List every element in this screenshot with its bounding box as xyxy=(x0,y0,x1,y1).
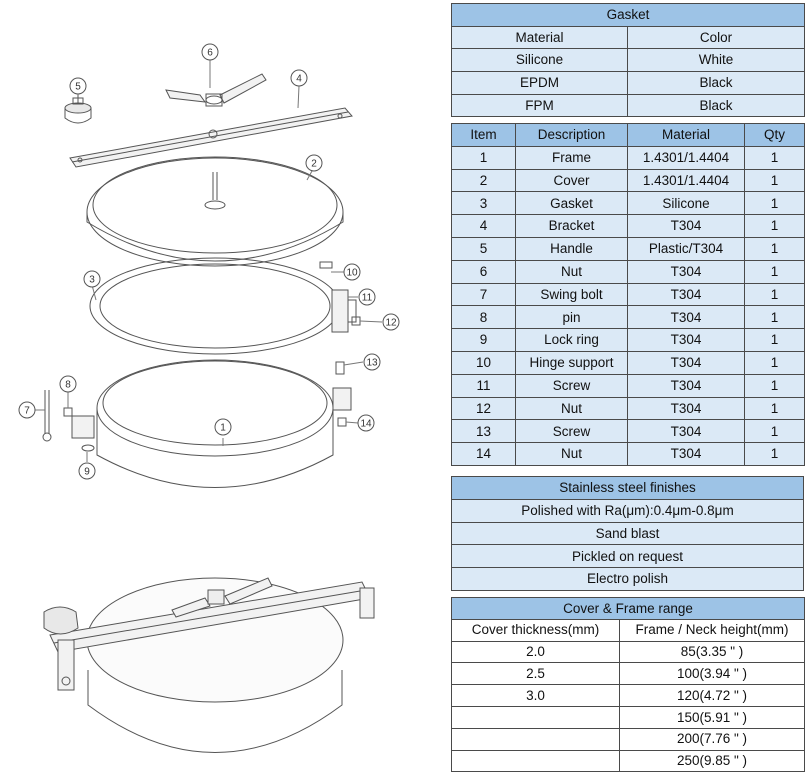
item-no-cell: 1 xyxy=(452,146,516,169)
table-row xyxy=(452,94,805,117)
description-cell: Handle xyxy=(516,237,628,260)
cover-thickness-cell: 2.0 xyxy=(452,641,620,663)
finish-cell: Pickled on request xyxy=(452,545,804,568)
table-row xyxy=(452,283,805,306)
range-table-title: Cover & Frame range xyxy=(452,598,805,620)
table-row xyxy=(452,545,804,568)
item-no-cell: 7 xyxy=(452,283,516,306)
callout-4 xyxy=(291,70,307,86)
callout-label: 12 xyxy=(385,317,397,329)
pin-part xyxy=(64,408,72,416)
material-cell: T304 xyxy=(628,443,745,466)
table-row xyxy=(452,663,805,685)
table-row xyxy=(452,237,805,260)
callout-label: 3 xyxy=(89,274,95,286)
nut-14-part xyxy=(338,418,346,426)
material-cell: 1.4301/1.4404 xyxy=(628,169,745,192)
cover-thickness-cell: 2.5 xyxy=(452,663,620,685)
description-cell: Cover xyxy=(516,169,628,192)
frame-height-cell: 120(4.72 " ) xyxy=(620,685,805,707)
callout-label: 8 xyxy=(65,379,71,391)
description-cell: Screw xyxy=(516,420,628,443)
table-row xyxy=(452,499,804,522)
description-cell: Swing bolt xyxy=(516,283,628,306)
table-row xyxy=(452,351,805,374)
frame-height-cell: 200(7.76 " ) xyxy=(620,728,805,750)
finishes-table-title: Stainless steel finishes xyxy=(452,477,804,500)
callout-6 xyxy=(202,44,218,60)
callout-label: 9 xyxy=(84,466,90,478)
gasket-material-cell: Silicone xyxy=(452,49,628,72)
screw-11-part xyxy=(320,262,332,268)
gasket-table-title: Gasket xyxy=(452,4,805,27)
table-row xyxy=(452,260,805,283)
wing-nut-part xyxy=(166,74,266,106)
cover-thickness-cell xyxy=(452,728,620,750)
item-no-cell: 13 xyxy=(452,420,516,443)
description-cell: Bracket xyxy=(516,215,628,238)
table-row xyxy=(452,374,805,397)
table-row xyxy=(452,522,804,545)
description-cell: Nut xyxy=(516,443,628,466)
material-cell: T304 xyxy=(628,397,745,420)
qty-cell: 1 xyxy=(745,397,805,420)
table-row xyxy=(452,420,805,443)
qty-cell: 1 xyxy=(745,260,805,283)
item-no-cell: 12 xyxy=(452,397,516,420)
lock-ring-part xyxy=(82,445,94,451)
gasket-color-cell: Black xyxy=(628,94,805,117)
qty-cell: 1 xyxy=(745,146,805,169)
parts-table-header xyxy=(452,124,805,147)
screw-13-part xyxy=(336,362,344,374)
material-cell: T304 xyxy=(628,260,745,283)
qty-cell: 1 xyxy=(745,374,805,397)
material-cell: T304 xyxy=(628,215,745,238)
description-cell: Hinge support xyxy=(516,351,628,374)
table-row xyxy=(452,750,805,772)
callout-13 xyxy=(364,354,380,370)
material-cell: T304 xyxy=(628,306,745,329)
qty-cell: 1 xyxy=(745,215,805,238)
gasket-material-cell: FPM xyxy=(452,94,628,117)
cover-thickness-cell xyxy=(452,706,620,728)
callout-5 xyxy=(70,78,86,94)
parts-table xyxy=(451,123,805,466)
col-frame-height: Frame / Neck height(mm) xyxy=(620,619,805,641)
description-cell: Gasket xyxy=(516,192,628,215)
qty-cell: 1 xyxy=(745,283,805,306)
frame-part xyxy=(72,360,351,488)
material-cell: Silicone xyxy=(628,192,745,215)
material-cell: T304 xyxy=(628,420,745,443)
frame-height-cell: 150(5.91 " ) xyxy=(620,706,805,728)
table-row xyxy=(452,49,805,72)
gasket-col-color: Color xyxy=(628,26,805,49)
table-row xyxy=(452,306,805,329)
table-row xyxy=(452,728,805,750)
table-row xyxy=(452,192,805,215)
callout-8 xyxy=(60,376,76,392)
table-row xyxy=(452,685,805,707)
table-row xyxy=(452,169,805,192)
qty-cell: 1 xyxy=(745,237,805,260)
table-row xyxy=(452,641,805,663)
item-no-cell: 6 xyxy=(452,260,516,283)
table-row xyxy=(452,706,805,728)
frame-height-cell: 85(3.35 " ) xyxy=(620,641,805,663)
callout-label: 11 xyxy=(361,292,373,304)
cover-frame-range-table xyxy=(451,597,805,772)
finish-cell: Polished with Ra(μm):0.4μm-0.8μm xyxy=(452,499,804,522)
qty-cell: 1 xyxy=(745,329,805,352)
item-no-cell: 8 xyxy=(452,306,516,329)
col-qty: Qty xyxy=(745,124,805,147)
cover-part xyxy=(87,157,343,266)
material-cell: T304 xyxy=(628,329,745,352)
gasket-material-cell: EPDM xyxy=(452,72,628,95)
callout-2 xyxy=(306,155,322,171)
description-cell: Nut xyxy=(516,397,628,420)
item-no-cell: 10 xyxy=(452,351,516,374)
qty-cell: 1 xyxy=(745,420,805,443)
qty-cell: 1 xyxy=(745,351,805,374)
gasket-table xyxy=(451,3,805,117)
gasket-col-material: Material xyxy=(452,26,628,49)
finish-cell: Electro polish xyxy=(452,568,804,591)
callout-label: 13 xyxy=(366,357,378,369)
item-no-cell: 5 xyxy=(452,237,516,260)
callout-label: 1 xyxy=(220,422,226,434)
callout-7 xyxy=(19,402,35,418)
callout-label: 10 xyxy=(346,267,358,279)
finishes-table xyxy=(451,476,804,591)
finish-cell: Sand blast xyxy=(452,522,804,545)
callout-label: 2 xyxy=(311,158,317,170)
qty-cell: 1 xyxy=(745,169,805,192)
description-cell: Nut xyxy=(516,260,628,283)
frame-height-cell: 100(3.94 " ) xyxy=(620,663,805,685)
table-row xyxy=(452,568,804,591)
callout-10 xyxy=(344,264,360,280)
callout-12 xyxy=(383,314,399,330)
item-no-cell: 4 xyxy=(452,215,516,238)
handle-knob-part xyxy=(65,95,91,123)
description-cell: Screw xyxy=(516,374,628,397)
table-row xyxy=(452,397,805,420)
table-row xyxy=(452,443,805,466)
description-cell: pin xyxy=(516,306,628,329)
callout-label: 6 xyxy=(207,47,213,59)
gasket-color-cell: Black xyxy=(628,72,805,95)
qty-cell: 1 xyxy=(745,443,805,466)
material-cell: 1.4301/1.4404 xyxy=(628,146,745,169)
cover-thickness-cell: 3.0 xyxy=(452,685,620,707)
col-cover-thickness: Cover thickness(mm) xyxy=(452,619,620,641)
qty-cell: 1 xyxy=(745,306,805,329)
table-row xyxy=(452,72,805,95)
material-cell: T304 xyxy=(628,283,745,306)
table-row xyxy=(452,215,805,238)
description-cell: Frame xyxy=(516,146,628,169)
item-no-cell: 2 xyxy=(452,169,516,192)
description-cell: Lock ring xyxy=(516,329,628,352)
gasket-color-cell: White xyxy=(628,49,805,72)
item-no-cell: 14 xyxy=(452,443,516,466)
frame-height-cell: 250(9.85 " ) xyxy=(620,750,805,772)
callout-label: 7 xyxy=(24,405,30,417)
item-no-cell: 9 xyxy=(452,329,516,352)
item-no-cell: 3 xyxy=(452,192,516,215)
callout-9 xyxy=(79,463,95,479)
callout-label: 14 xyxy=(360,418,372,430)
callout-3 xyxy=(84,271,100,287)
col-description: Description xyxy=(516,124,628,147)
swing-bolt-part xyxy=(43,390,51,441)
cover-thickness-cell xyxy=(452,750,620,772)
qty-cell: 1 xyxy=(745,192,805,215)
col-material: Material xyxy=(628,124,745,147)
material-cell: T304 xyxy=(628,374,745,397)
hinge-support-part xyxy=(332,290,356,332)
callout-label: 4 xyxy=(296,73,302,85)
callout-1 xyxy=(215,419,231,435)
callout-11 xyxy=(359,289,375,305)
item-no-cell: 11 xyxy=(452,374,516,397)
gasket-part xyxy=(90,258,340,354)
material-cell: T304 xyxy=(628,351,745,374)
table-row xyxy=(452,329,805,352)
col-item: Item xyxy=(452,124,516,147)
callout-14 xyxy=(358,415,374,431)
assembled-view xyxy=(44,578,374,753)
table-row xyxy=(452,146,805,169)
material-cell: Plastic/T304 xyxy=(628,237,745,260)
callout-label: 5 xyxy=(75,81,81,93)
